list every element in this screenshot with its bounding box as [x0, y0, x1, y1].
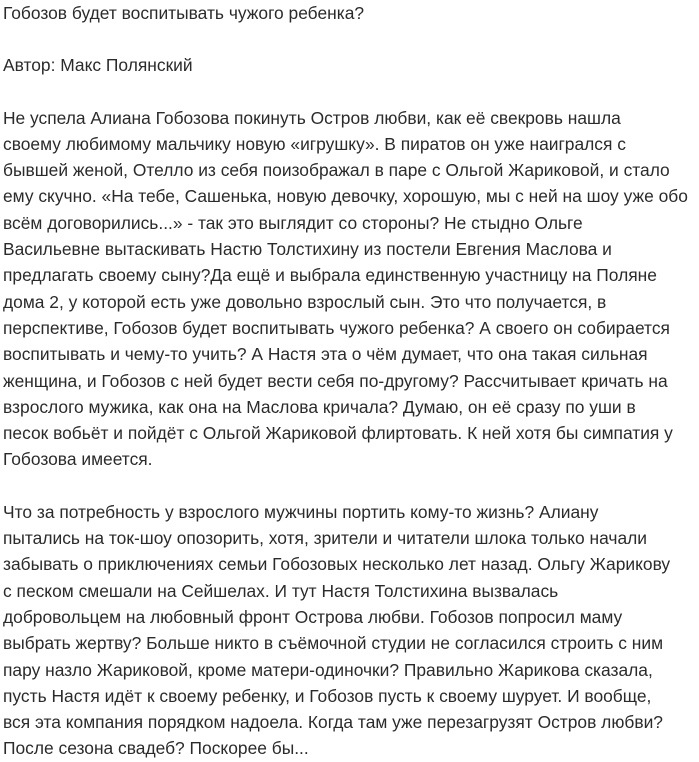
paragraph-line: Что за потребность у взрослого мужчины портить кому-то жизнь? Алиану: [3, 501, 599, 522]
paragraph-line: предлагать своему сыну?Да ещё и выбрала единственную участницу на Поляне: [3, 265, 657, 286]
article-paragraph-2: [3, 499, 695, 762]
paragraph-line: После сезона свадеб? Поскорее бы...: [3, 738, 309, 759]
paragraph-line: вся эта компания порядком надоела. Когда там уже перезагрузят Остров любви?: [3, 712, 663, 733]
paragraph-line: своему любимому мальчику новую «игрушку». В пиратов он уже наигрался с: [3, 133, 626, 154]
paragraph-line: пару назло Жариковой, кроме матери-одиночки? Правильно Жарикова сказала,: [3, 659, 653, 680]
paragraph-line: дома 2, у которой есть уже довольно взрослый сын. Это что получается, в: [3, 291, 607, 312]
paragraph-line: бывшей женой, Отелло из себя поизображал в паре с Ольгой Жариковой, и стало: [3, 160, 670, 181]
paragraph-line: песок вобьёт и пойдёт с Ольгой Жариковой флиртовать. К ней хотя бы симпатия у: [3, 423, 673, 444]
paragraph-line: женщина, и Гобозов с ней будет вести себя по-другому? Рассчитывает кричать на: [3, 370, 668, 391]
paragraph-line: взрослого мужика, как она на Маслова кричала? Думаю, он её сразу по уши в: [3, 396, 636, 417]
paragraph-line: забывать о приключениях семьи Гобозовых несколько лет назад. Ольгу Жарикову: [3, 554, 671, 575]
paragraph-line: воспитывать и чему-то учить? А Настя эта о чём думает, что она такая сильная: [3, 344, 648, 365]
article-title: Гобозов будет воспитывать чужого ребенка?: [3, 3, 365, 23]
paragraph-line: добровольцем на любовный фронт Острова любви. Гобозов попросил маму: [3, 606, 623, 627]
paragraph-line: пусть Настя идёт к своему ребенку, и Гобозов пусть к своему шурует. И вообще,: [3, 685, 652, 706]
paragraph-line: пытались на ток-шоу опозорить, хотя, зрители и читатели шлока только начали: [3, 528, 648, 549]
article-author: Автор: Макс Полянский: [3, 55, 193, 76]
paragraph-line: Васильевне вытаскивать Настю Толстихину из постели Евгения Маслова и: [3, 239, 612, 260]
paragraph-line: ему скучно. «На тебе, Сашенька, новую девочку, хорошую, мы с ней на шоу уже обо: [3, 186, 688, 207]
paragraph-line: перспективе, Гобозов будет воспитывать чужого ребенка? А своего он собирается: [3, 317, 670, 338]
paragraph-line: выбрать жертву? Больше никто в съёмочной студии не согласился строить с ним: [3, 633, 664, 654]
article-paragraph-1: [3, 105, 695, 473]
paragraph-line: с песком смешали на Сейшелах. И тут Настя Толстихина вызвалась: [3, 580, 559, 601]
paragraph-line: Не успела Алиана Гобозова покинуть Остров любви, как её свекровь нашла: [3, 107, 621, 128]
paragraph-line: Гобозова имеется.: [3, 449, 153, 470]
paragraph-line: всём договорились...» - так это выглядит со стороны? Не стыдно Ольге: [3, 212, 583, 233]
